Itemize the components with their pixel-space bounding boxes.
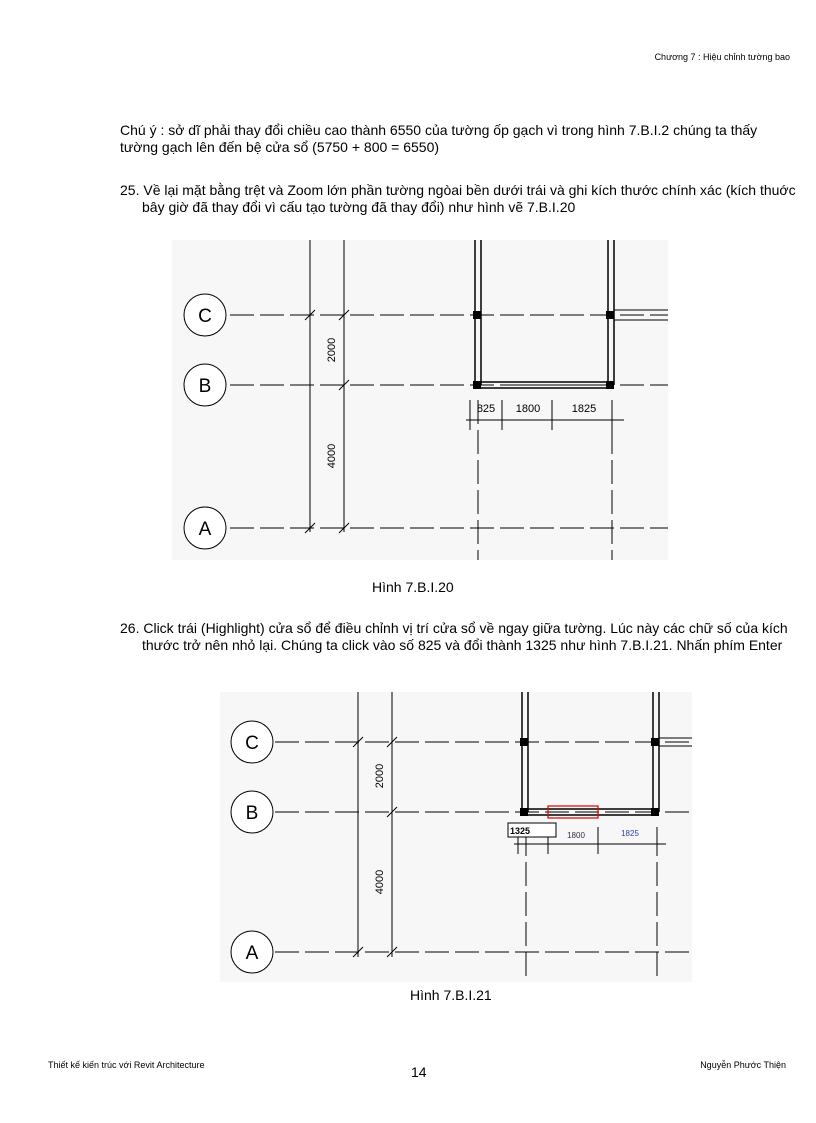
footer-right: Nguyễn Phước Thiện [700, 1060, 786, 1070]
step-25-paragraph: 25. Về lại mặt bằng trệt và Zoom lớn phần tường ngòai bền dưới trái và ghi kích thước chính xác (kích thuớc bây giờ đã thay đổi vì cấu tạo tường đã thay đổi) như hình vẽ 7.B.I.20 [120, 182, 796, 215]
footer-left: Thiết kế kiến trúc với Revit Architecture [48, 1060, 205, 1070]
dimension-1825-small: 1825 [621, 829, 639, 838]
page-number: 14 [411, 1064, 427, 1080]
dimension-2000: 2000 [374, 763, 386, 789]
dimension-1825: 1825 [571, 403, 597, 415]
dimension-4000: 4000 [374, 869, 386, 895]
grid-label-a: A [198, 519, 212, 540]
note-paragraph: Chú ý : sở dĩ phải thay đổi chiều cao thành 6550 của tường ốp gạch vì trong hình 7.B.I.2 chúng ta thấy tường gạch lên đến bệ cửa sổ (5750 + 800 = 6550) [120, 122, 758, 155]
grid-label-b: B [245, 803, 259, 824]
page-header: Chương 7 : Hiệu chỉnh tường bao [654, 52, 790, 62]
figure-2-caption: Hình 7.B.I.21 [410, 987, 492, 1003]
grid-label-a: A [245, 943, 259, 964]
dimension-4000: 4000 [326, 443, 338, 469]
grid-label-c: C [245, 733, 259, 754]
dimension-825: 825 [476, 403, 496, 415]
dimension-2000: 2000 [326, 337, 338, 363]
dimension-1800-small: 1800 [567, 831, 585, 840]
grid-label-c: C [198, 306, 212, 327]
step-26-paragraph: 26. Click trái (Highlight) cửa sổ để điều chỉnh vị trí cửa sổ về ngay giữa tường. Lúc này các chữ số của kích thước trở nên nhỏ lại. Chúng ta click vào số 825 và đổi thành 1325 như hình 7.B.I.21. Nhấn phím Enter [120, 620, 788, 653]
grid-label-b: B [198, 376, 212, 397]
figure-7-b-i-20 [172, 240, 668, 560]
dimension-1800: 1800 [515, 403, 541, 415]
dimension-edit-value[interactable]: 1325 [510, 826, 531, 836]
figure-1-caption: Hình 7.B.I.20 [372, 579, 454, 595]
figure-7-b-i-21 [220, 692, 692, 982]
